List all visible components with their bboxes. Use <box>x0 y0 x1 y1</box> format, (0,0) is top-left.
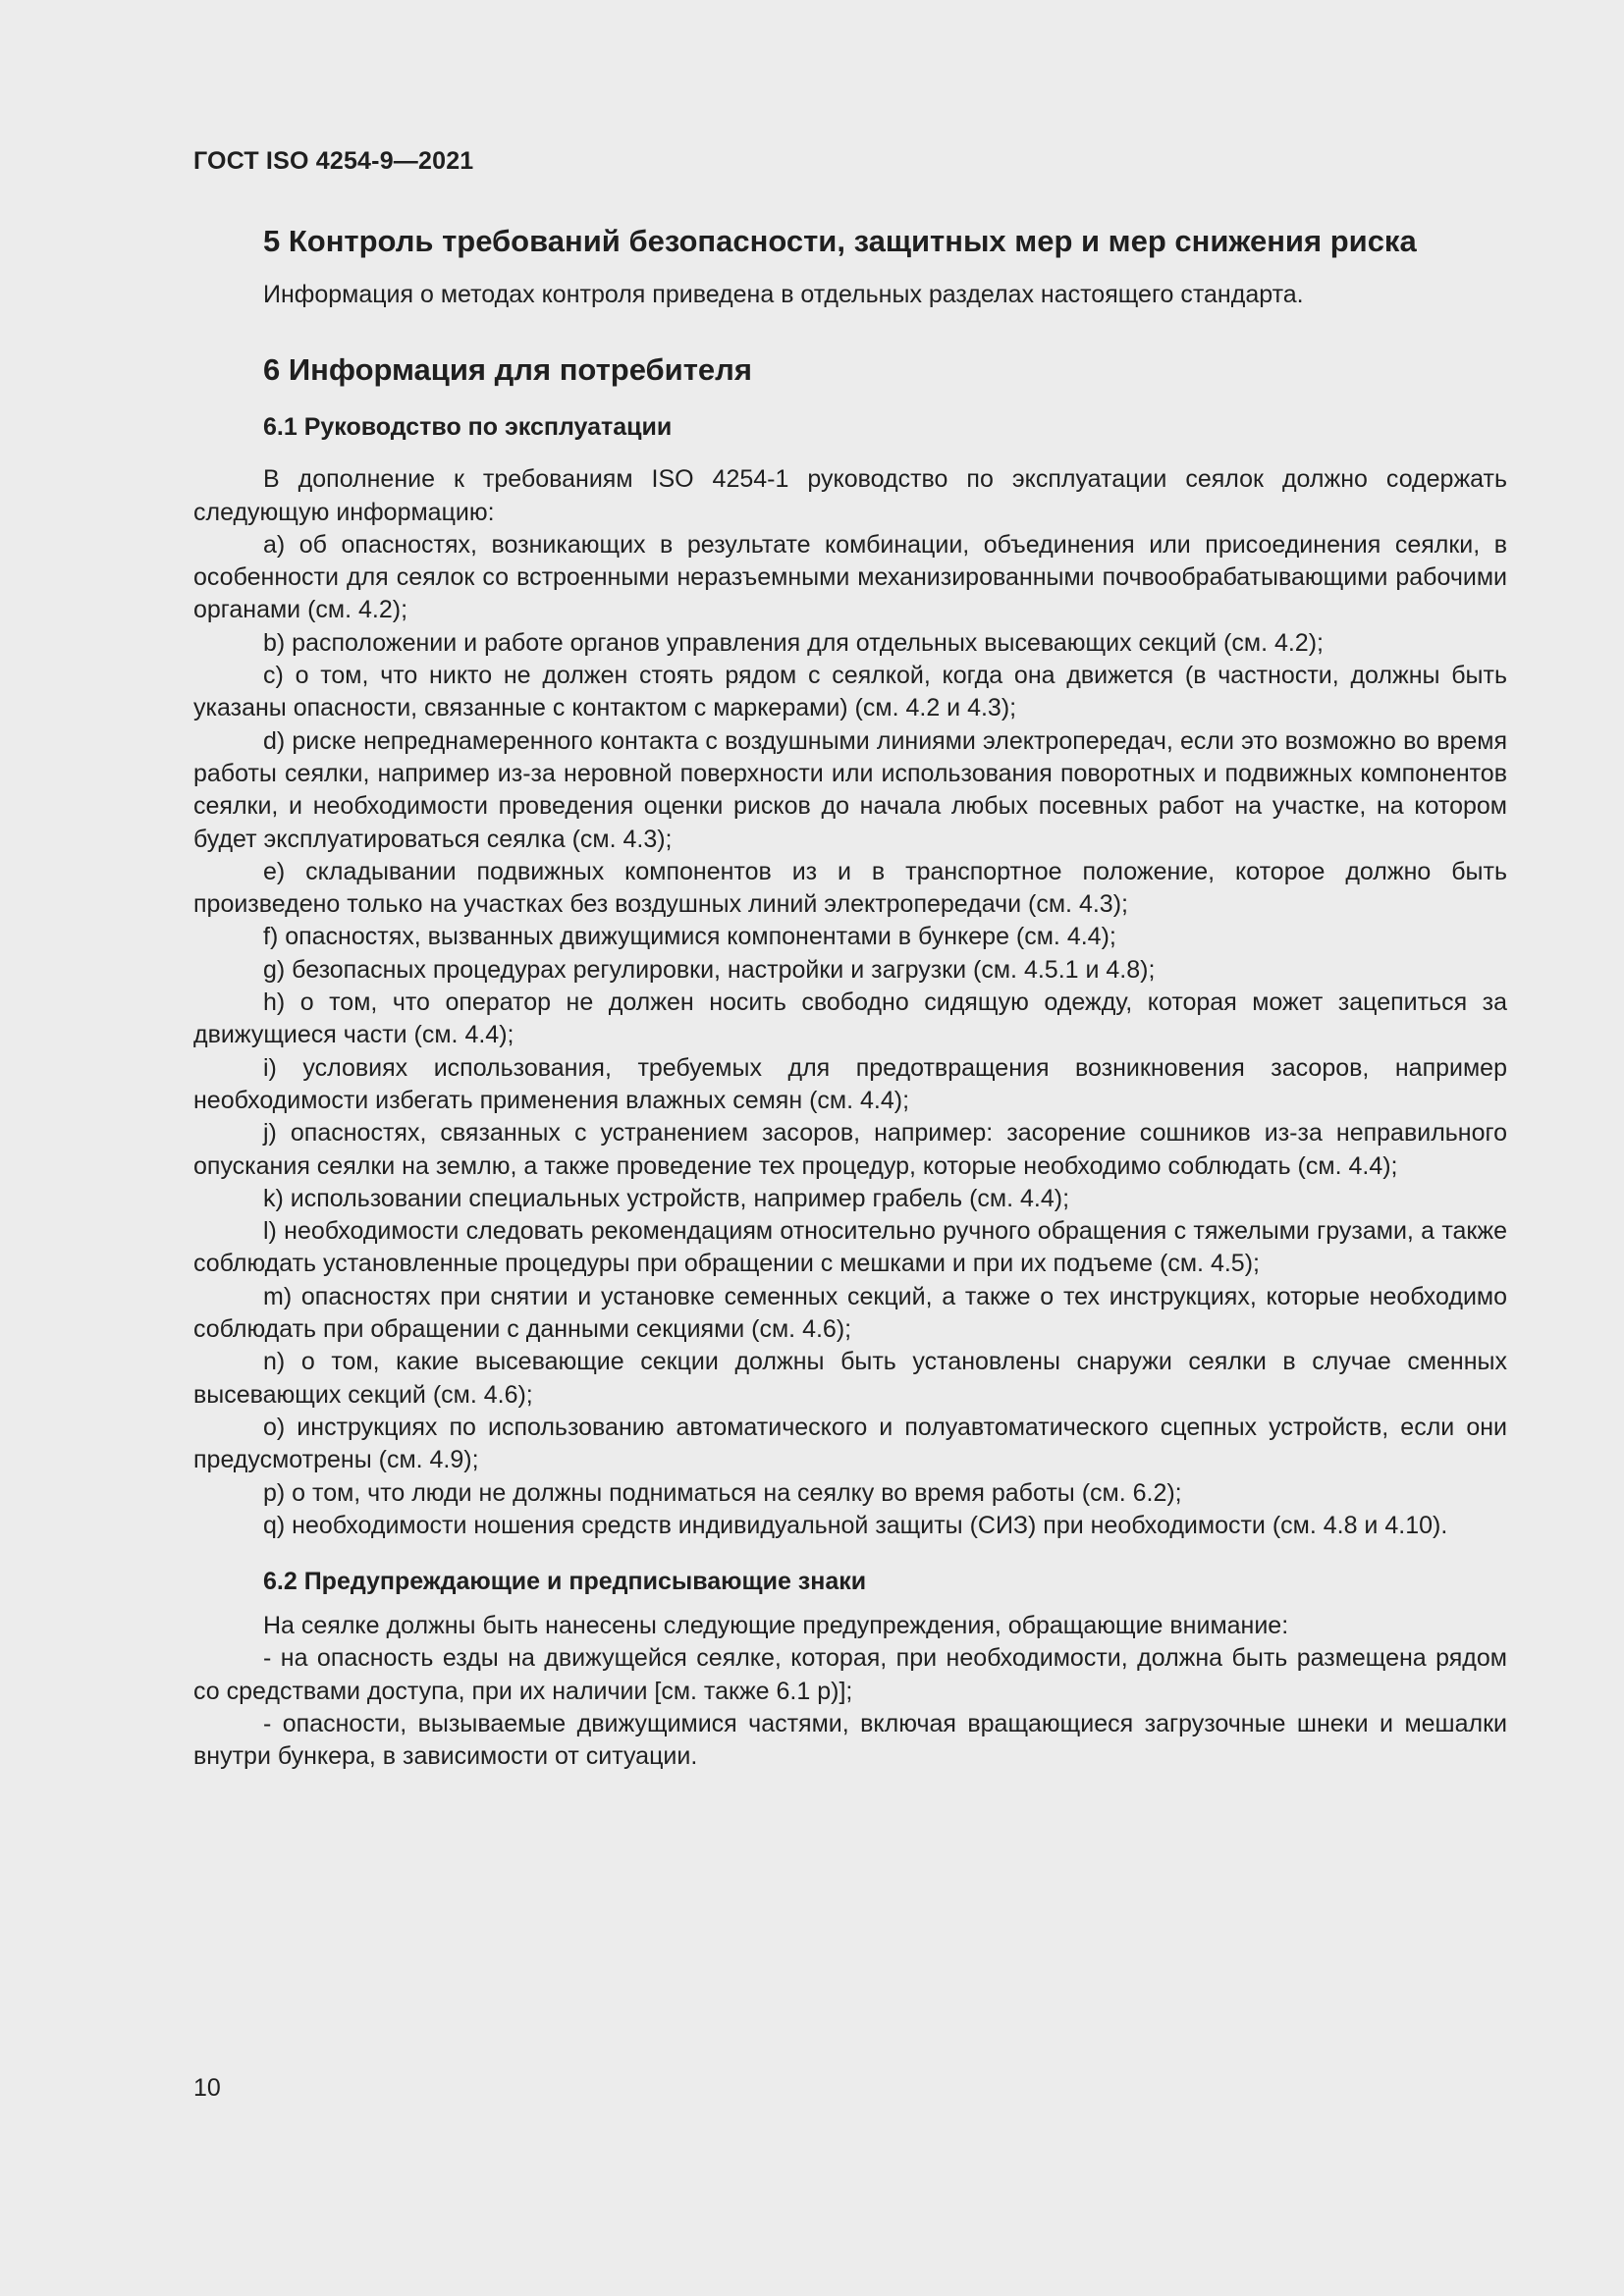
list-item-d: d) риске непреднамеренного контакта с воздушными линиями электропередач, если это возможно во время работы сеялки, например из-за неровной поверхности или использования поворотных и подвижных компонентов сеялки, и необходимости проведения оценки рисков до начала любых посевных работ на участке, на котором будет эксплуатироваться сеялка (см. 4.3); <box>193 726 1507 853</box>
list-item-a: a) об опасностях, возникающих в результате комбинации, объединения или присоединения сеялки, в особенности для сеялок со встроенными неразъемными механизированными почвообрабатывающими рабочими органами (см. 4.2); <box>193 530 1507 624</box>
list-item-i: i) условиях использования, требуемых для предотвращения возникновения засоров, например необходимости избегать применения влажных семян (см. 4.4); <box>193 1053 1507 1114</box>
list-item-k: k) использовании специальных устройств, например грабель (см. 4.4); <box>263 1184 1070 1212</box>
page-content <box>193 222 1507 1774</box>
subsection-6-2-heading: 6.2 Предупреждающие и предписывающие знаки <box>263 1568 867 1596</box>
page-number: 10 <box>193 2074 221 2102</box>
list-item-f: f) опасностях, вызванных движущимися компонентами в бункере (см. 4.4); <box>263 923 1116 951</box>
subsection-6-2-intro: На сеялке должны быть нанесены следующие предупреждения, обращающие внимание: <box>263 1612 1289 1640</box>
section-6-heading: 6 Информация для потребителя <box>263 352 752 388</box>
list-item-q: q) необходимости ношения средств индивидуальной защиты (СИЗ) при необходимости (см. 4.8 и 4.10). <box>263 1511 1448 1539</box>
list-item-l: l) необходимости следовать рекомендациям относительно ручного обращения с тяжелыми грузами, а также соблюдать установленные процедуры при обращении с мешками и при их подъеме (см. 4.5); <box>193 1217 1507 1278</box>
section-5-text: Информация о методах контроля приведена в отдельных разделах настоящего стандарта. <box>263 281 1304 308</box>
list-item-h: h) о том, что оператор не должен носить свободно сидящую одежду, которая может зацепиться за движущиеся части (см. 4.4); <box>193 988 1507 1049</box>
list-item-g: g) безопасных процедурах регулировки, настройки и загрузки (см. 4.5.1 и 4.8); <box>263 955 1156 984</box>
section-5-heading: 5 Контроль требований безопасности, защитных мер и мер снижения риска <box>263 224 1417 258</box>
subsection-6-1-intro: В дополнение к требованиям ISO 4254-1 руководство по эксплуатации сеялок должно содержать следующую информацию: <box>193 465 1507 526</box>
subsection-6-1-heading: 6.1 Руководство по эксплуатации <box>263 413 673 442</box>
list-item-e: e) складывании подвижных компонентов из и в транспортное положение, которое должно быть произведено только на участках без воздушных линий электропередачи (см. 4.3); <box>193 857 1507 919</box>
list-item-p: p) о том, что люди не должны подниматься на сеялку во время работы (см. 6.2); <box>263 1478 1182 1507</box>
warning-item-2: - опасности, вызываемые движущимися частями, включая вращающиеся загрузочные шнеки и мешалки внутри бункера, в зависимости от ситуации. <box>193 1709 1507 1771</box>
list-item-m: m) опасностях при снятии и установке семенных секций, а также о тех инструкциях, которые необходимо соблюдать при обращении с данными секциями (см. 4.6); <box>193 1282 1507 1344</box>
warning-item-1: - на опасность езды на движущейся сеялке, которая, при необходимости, должна быть размещена рядом со средствами доступа, при их наличии [см. также 6.1 p)]; <box>193 1644 1507 1705</box>
list-item-b: b) расположении и работе органов управления для отдельных высевающих секций (см. 4.2); <box>263 628 1324 657</box>
list-item-c: c) о том, что никто не должен стоять рядом с сеялкой, когда она движется (в частности, должны быть указаны опасности, связанные с контактом с маркерами) (см. 4.2 и 4.3); <box>193 662 1507 722</box>
document-id: ГОСТ ISO 4254-9—2021 <box>193 147 474 175</box>
list-item-j: j) опасностях, связанных с устранением засоров, например: засорение сошников из-за неправильного опускания сеялки на землю, а также проведение тех процедур, которые необходимо соблюдать (см. 4.4); <box>193 1119 1507 1180</box>
list-item-n: n) о том, какие высевающие секции должны быть установлены снаружи сеялки в случае сменных высевающих секций (см. 4.6); <box>193 1348 1507 1409</box>
list-item-o: o) инструкциях по использованию автоматического и полуавтоматического сцепных устройств, если они предусмотрены (см. 4.9); <box>193 1413 1507 1474</box>
